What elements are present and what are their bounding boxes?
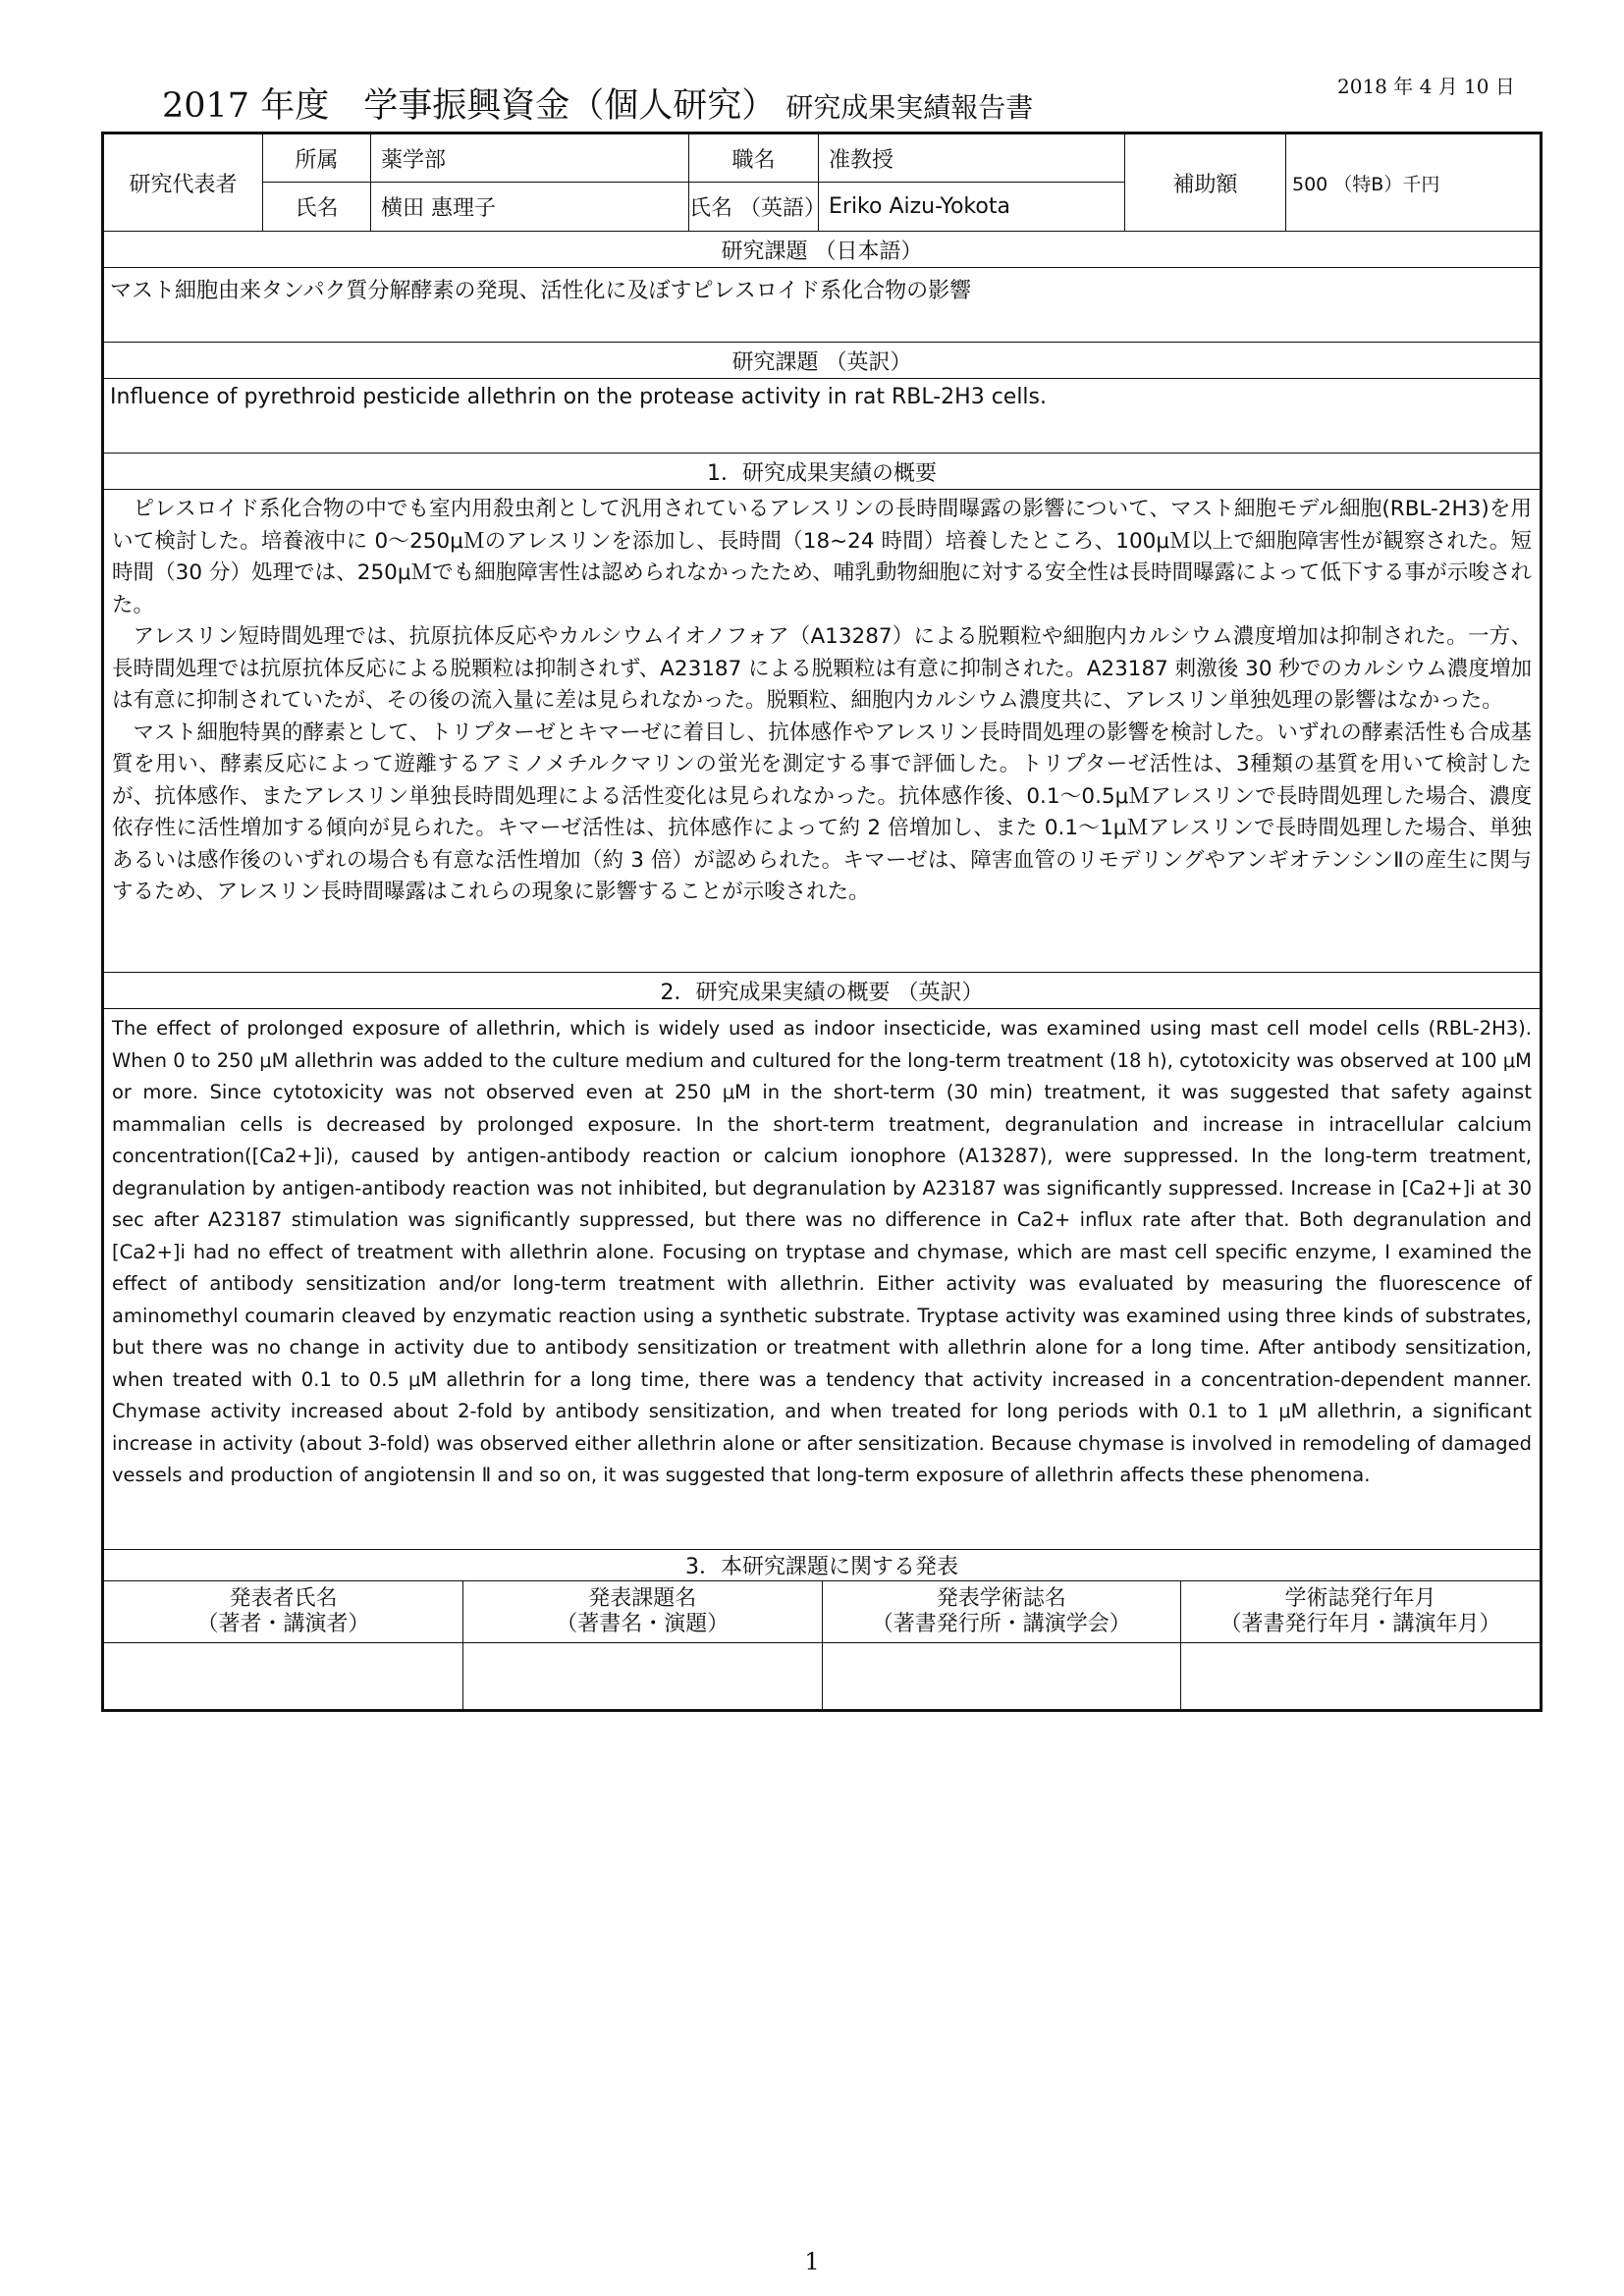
pub-col-author-sub: （著者・講演者）	[196, 1611, 370, 1636]
name-label: 氏名	[263, 183, 371, 232]
pub-cell-journal	[822, 1642, 1181, 1709]
report-form	[101, 132, 1543, 1712]
pub-col-date-sub: （著書発行年月・講演年月）	[1219, 1611, 1501, 1636]
pub-col-journal	[822, 1581, 1181, 1642]
position-label: 職名	[689, 133, 819, 183]
summary-jp-paragraph: ピレスロイド系化合物の中でも室内用殺虫剤として汎用されているアレスリンの長時間曝露の影響について、マスト細胞モデル細胞(RBL-2H3)を用いて検討した。培養液中に 0～250μＭのアレスリンを添加し、長時間（18~24 時間）培養したところ、100μＭ以上で細胞障害性が観察された。短時間（30 分）処理では、250μＭでも細胞障害性は認められなかったため、哺乳動物細胞に対する安全性は長時間曝露によって低下する事が示唆された。	[112, 497, 1532, 617]
page-title	[162, 79, 1033, 128]
pub-col-title	[463, 1581, 823, 1642]
affiliation-label: 所属	[263, 133, 371, 183]
summary-en-body	[103, 1009, 1542, 1550]
representative-label: 研究代表者	[103, 133, 263, 232]
pub-col-journal-title: 発表学術誌名	[936, 1585, 1066, 1611]
summary-jp-paragraph: アレスリン短時間処理では、抗原抗体反応やカルシウムイオノフォア（A13287）による脱顆粒や細胞内カルシウム濃度増加は抑制された。一方、長時間処理では抗原抗体反応による脱顆粒は抑制されず、A23187 による脱顆粒は有意に抑制された。A23187 刺激後 30 秒でのカルシウム濃度増加は有意に抑制されていたが、その後の流入量に差は見られなかった。脱顆粒、細胞内カルシウム濃度共に、アレスリン単独処理の影響はなかった。	[112, 624, 1532, 713]
topic-jp-header: 研究課題 （日本語）	[103, 232, 1542, 268]
summary-jp-header: 1．研究成果実績の概要	[103, 454, 1542, 490]
publications-header: 3．本研究課題に関する発表	[103, 1550, 1542, 1581]
publications-section	[103, 1581, 1542, 1711]
pub-col-journal-sub: （著書発行所・講演学会）	[871, 1611, 1131, 1636]
summary-jp-paragraph: マスト細胞特異的酵素として、トリプターゼとキマーゼに着目し、抗体感作やアレスリン長時間処理の影響を検討した。いずれの酵素活性も合成基質を用い、酵素反応によって遊離するアミノメチルクマリンの蛍光を測定する事で評価した。トリプターゼ活性は、3種類の基質を用いて検討したが、抗体感作、またアレスリン単独長時間処理による活性変化は見られなかった。抗体感作後、0.1～0.5μＭアレスリンで長時間処理した場合、濃度依存性に活性増加する傾向が見られた。キマーゼ活性は、抗体感作によって約 2 倍増加し、また 0.1～1μＭアレスリンで長時間処理した場合、単独あるいは感作後のいずれの場合も有意な活性増加（約 3 倍）が認められた。キマーゼは、障害血管のリモデリングやアンギオテンシンⅡの産生に関与するため、アレスリン長時間曝露はこれらの現象に影響することが示唆された。	[112, 720, 1532, 904]
grant-value: 500 （特B）千円	[1286, 133, 1542, 232]
pub-col-author-title: 発表者氏名	[229, 1585, 338, 1611]
title-main: 2017 年度 学事振興資金（個人研究）	[162, 86, 777, 126]
page-number: 1	[804, 2248, 820, 2275]
affiliation-value: 薬学部	[371, 133, 689, 183]
pub-col-title-sub: （著書名・演題）	[556, 1611, 730, 1636]
summary-jp-body	[103, 490, 1542, 973]
name-en-label: 氏名 （英語）	[689, 183, 819, 232]
pub-cell-author	[104, 1642, 463, 1709]
name-value: 横田 惠理子	[371, 183, 689, 232]
pub-cell-title	[463, 1642, 823, 1709]
topic-jp-text: マスト細胞由来タンパク質分解酵素の発現、活性化に及ぼすピレスロイド系化合物の影響	[103, 268, 1542, 343]
pub-col-title-title: 発表課題名	[588, 1585, 697, 1611]
topic-en-header: 研究課題 （英訳）	[103, 343, 1542, 379]
pub-cell-date	[1181, 1642, 1541, 1709]
pub-col-date	[1181, 1581, 1541, 1642]
topic-en-text: Influence of pyrethroid pesticide allethrin on the protease activity in rat RBL-2H3 cells.	[103, 379, 1542, 454]
pub-col-author	[104, 1581, 463, 1642]
summary-en-header: 2．研究成果実績の概要 （英訳）	[103, 973, 1542, 1009]
name-en-value: Eriko Aizu-Yokota	[819, 183, 1125, 232]
title-subtitle: 研究成果実績報告書	[785, 91, 1034, 124]
report-date: 2018 年 4 月 10 日	[1337, 75, 1515, 98]
pub-col-date-title: 学術誌発行年月	[1284, 1585, 1436, 1611]
summary-en-paragraph: The effect of prolonged exposure of allethrin, which is widely used as indoor insecticide, was examined using mast cell model cells (RBL-2H3). When 0 to 250 μM allethrin was added to the culture medium and cultured for the long-term treatment (18 h), cytotoxicity was observed at 100 μM or more. Since cytotoxicity was not observed even at 250 μM in the short-term (30 min) treatment, it was suggested that safety against mammalian cells is decreased by prolonged exposure. In the short-term treatment, degranulation and increase in intracellular calcium concentration([Ca2+]i), caused by antigen-antibody reaction or calcium ionophore (A13287), were suppressed. In the long-term treatment, degranulation by antigen-antibody reaction was not inhibited, but degranulation by A23187 was significantly suppressed. Increase in [Ca2+]i at 30 sec after A23187 stimulation was significantly suppressed, but there was no difference in Ca2+ influx rate after that. Both degranulation and [Ca2+]i had no effect of treatment with allethrin alone. Focusing on tryptase and chymase, which are mast cell specific enzyme, I examined the effect of antibody sensitization and/or long-term treatment with allethrin. Either activity was evaluated by measuring the fluorescence of aminomethyl coumarin cleaved by enzymatic reaction using a synthetic substrate. Tryptase activity was examined using three kinds of substrates, but there was no change in activity due to antibody sensitization or treatment with allethrin alone for a long time. After antibody sensitization, when treated with 0.1 to 0.5 μM allethrin for a long time, there was a tendency that activity increased in a concentration-dependent manner. Chymase activity increased about 2-fold by antibody sensitization, and when treated for long periods with 0.1 to 1 μM allethrin, a significant increase in activity (about 3-fold) was observed either allethrin alone or after sensitization. Because chymase is involved in remodeling of damaged vessels and production of angiotensin Ⅱ and so on, it was suggested that long-term exposure of allethrin affects these phenomena.	[112, 1017, 1532, 1486]
grant-label: 補助額	[1125, 133, 1286, 232]
publications-table	[104, 1581, 1540, 1709]
position-value: 准教授	[819, 133, 1125, 183]
